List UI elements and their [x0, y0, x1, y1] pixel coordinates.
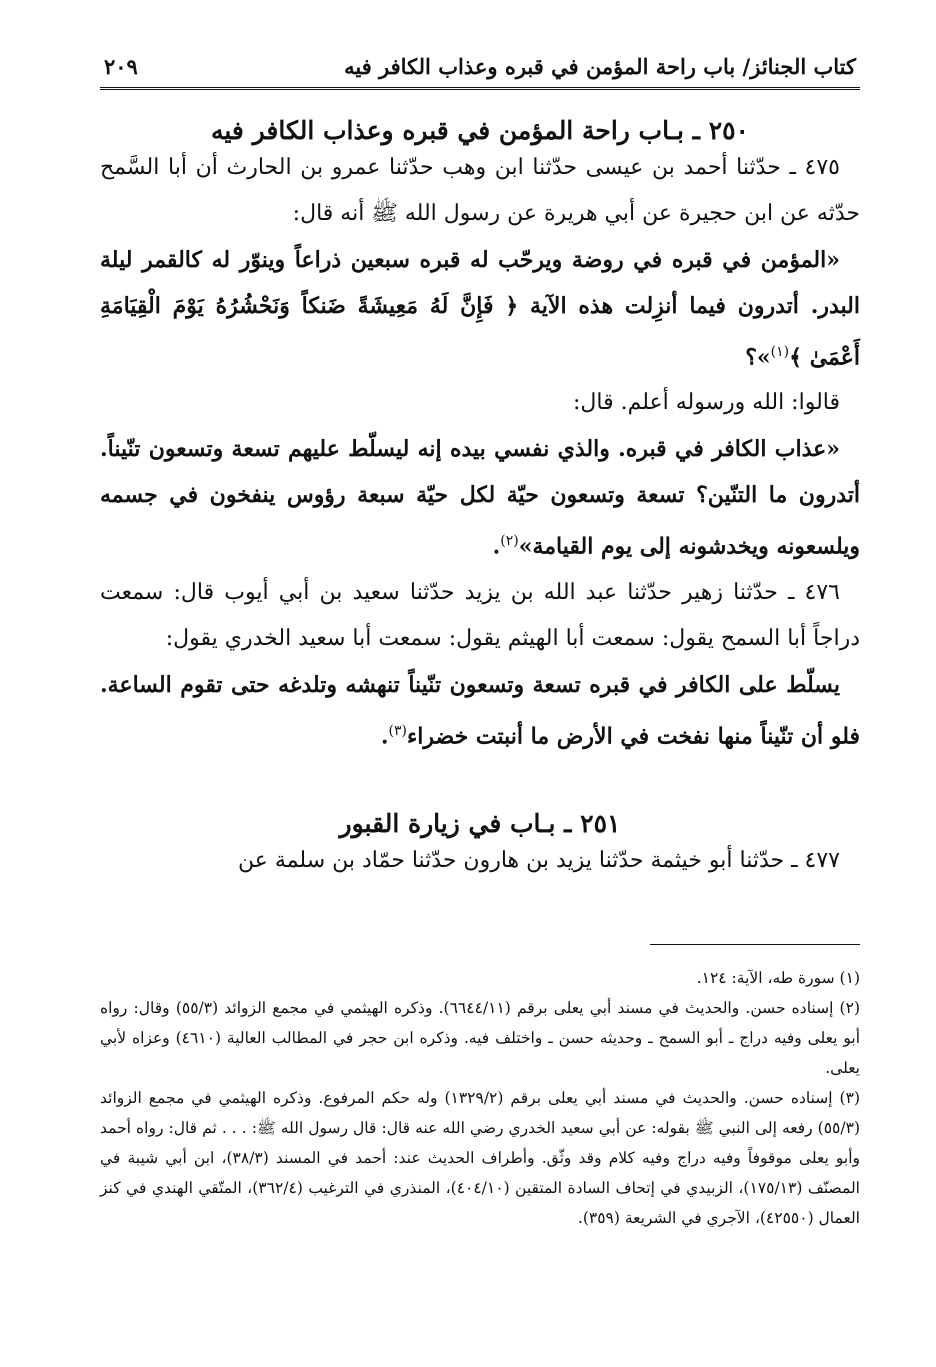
hadith-475-isnad: ٤٧٥ ـ حدّثنا أحمد بن عيسى حدّثنا ابن وهب حدّثنا عمرو بن الحارث أن أبا السَّمح حدّثه عن ابن حجيرة عن أبي هريرة عن رسول الله ﷺ أنه قال:	[100, 155, 860, 226]
book-page	[100, 48, 860, 1233]
chapter-heading-251: ٢٥١ ـ بـاب في زيارة القبور	[339, 808, 621, 838]
page-number: ٢٠٩	[104, 54, 138, 79]
running-title: كتاب الجنائز/ باب راحة المؤمن في قبره وعذاب الكافر فيه	[344, 54, 856, 79]
running-header	[100, 48, 860, 90]
footnote-3: (٣) إسناده حسن. والحديث في مسند أبي يعلى برقم (١٣٢٩/٢) وله حكم المرفوع. وذكره الهيثمي في مجمع الزوائد (٥٥/٣) رفعه إلى النبي ﷺ بقوله: عن أبي سعيد الخدري رضي الله عنه قال: قال رسول الله ﷺ: . . . ثم قال: رواه أحمد وأبو يعلى موقوفاً وفيه دراج وفيه كلام وقد وثّق. وأطراف الحديث عند: أحمد في المسند (٣٨/٣)، ابن أبي شيبة في المصنّف (١٧٥/١٣)، الزبيدي في إتحاف السادة المتقين (٤٠٤/١٠)، المنذري في الترغيب (٣٦٢/٤)، المتّقي الهندي في كنز العمال (٤٢٥٥٠)، الآجري في الشريعة (٣٥٩).	[100, 1088, 861, 1227]
hadith-475-matn-2	[100, 426, 860, 569]
hadith-477-isnad: ٤٧٧ ـ حدّثنا أبو خيثمة حدّثنا يزيد بن هارون حدّثنا حمّاد بن سلمة عن	[238, 847, 840, 873]
hadith-475-matn-2-text: «عذاب الكافر في قبره. والذي نفسي بيده إنه ليسلّط عليهم تسعة وتسعون تنّيناً. أتدرون ما التنّين؟ تسعة وتسعون حيّة لكل حيّة سبعة رؤوس ينفخون في جسمه ويلسعونه ويخدشونه إلى يوم القيامة»	[100, 436, 860, 560]
footnote-divider	[650, 944, 860, 945]
footnote-ref-2[interactable]: (٢)	[500, 533, 519, 550]
main-text-2	[100, 838, 860, 884]
hadith-475-matn-2-end: .	[492, 533, 501, 560]
hadith-475-reply: قالوا: الله ورسوله أعلم. قال:	[573, 390, 840, 416]
footnote-ref-3[interactable]: (٣)	[388, 722, 407, 739]
hadith-476-isnad: ٤٧٦ ـ حدّثنا زهير حدّثنا عبد الله بن يزيد حدّثنا سعيد بن أبي أيوب قال: سمعت دراجاً أبا السمح يقول: سمعت أبا الهيثم يقول: سمعت أبا سعيد الخدري يقول:	[100, 579, 860, 651]
footnote-1: (١) سورة طه، الآية: ١٢٤.	[696, 968, 860, 987]
hadith-475-matn-1	[100, 237, 860, 380]
hadith-475-matn-1-end: »؟	[745, 344, 771, 371]
main-text	[100, 145, 860, 759]
hadith-476-matn-end: .	[380, 722, 389, 749]
hadith-476-matn	[100, 662, 860, 759]
footnote-2: (٢) إسناده حسن. والحديث في مسند أبي يعلى برقم (٦٦٤٤/١١). وذكره الهيثمي في مجمع الزوائد (٥٥/٣) وقال: رواه أبو يعلى وفيه دراج ـ أبو السمح ـ وحديثه حسن ـ واختلف فيه. وذكره ابن حجر في المطالب العالية (٤٦١٠) وعزاه لأبي يعلى.	[100, 998, 860, 1077]
footnote-ref-1[interactable]: (١)	[770, 344, 790, 360]
hadith-476-matn-text: يسلّط على الكافر في قبره تسعة وتسعون تنّيناً تنهشه وتلدغه حتى تقوم الساعة. فلو أن تنّيناً منها نفخت في الأرض ما أنبتت خضراء	[100, 671, 860, 749]
hadith-475-matn-1-text: «المؤمن في قبره في روضة ويرحّب له قبره سبعين ذراعاً وينوّر له كالقمر ليلة البدر. أتدرون فيما أنزِلت هذه الآية ﴿ فَإِنَّ لَهُ مَعِيشَةً ضَنكاً وَنَحْشُرُهُ يَوْمَ الْقِيَامَةِ أَعْمَىٰ ﴾	[100, 247, 860, 371]
footnotes	[100, 963, 860, 1233]
chapter-heading-250: ٢٥٠ ـ بـاب راحة المؤمن في قبره وعذاب الكافر فيه	[210, 116, 749, 145]
